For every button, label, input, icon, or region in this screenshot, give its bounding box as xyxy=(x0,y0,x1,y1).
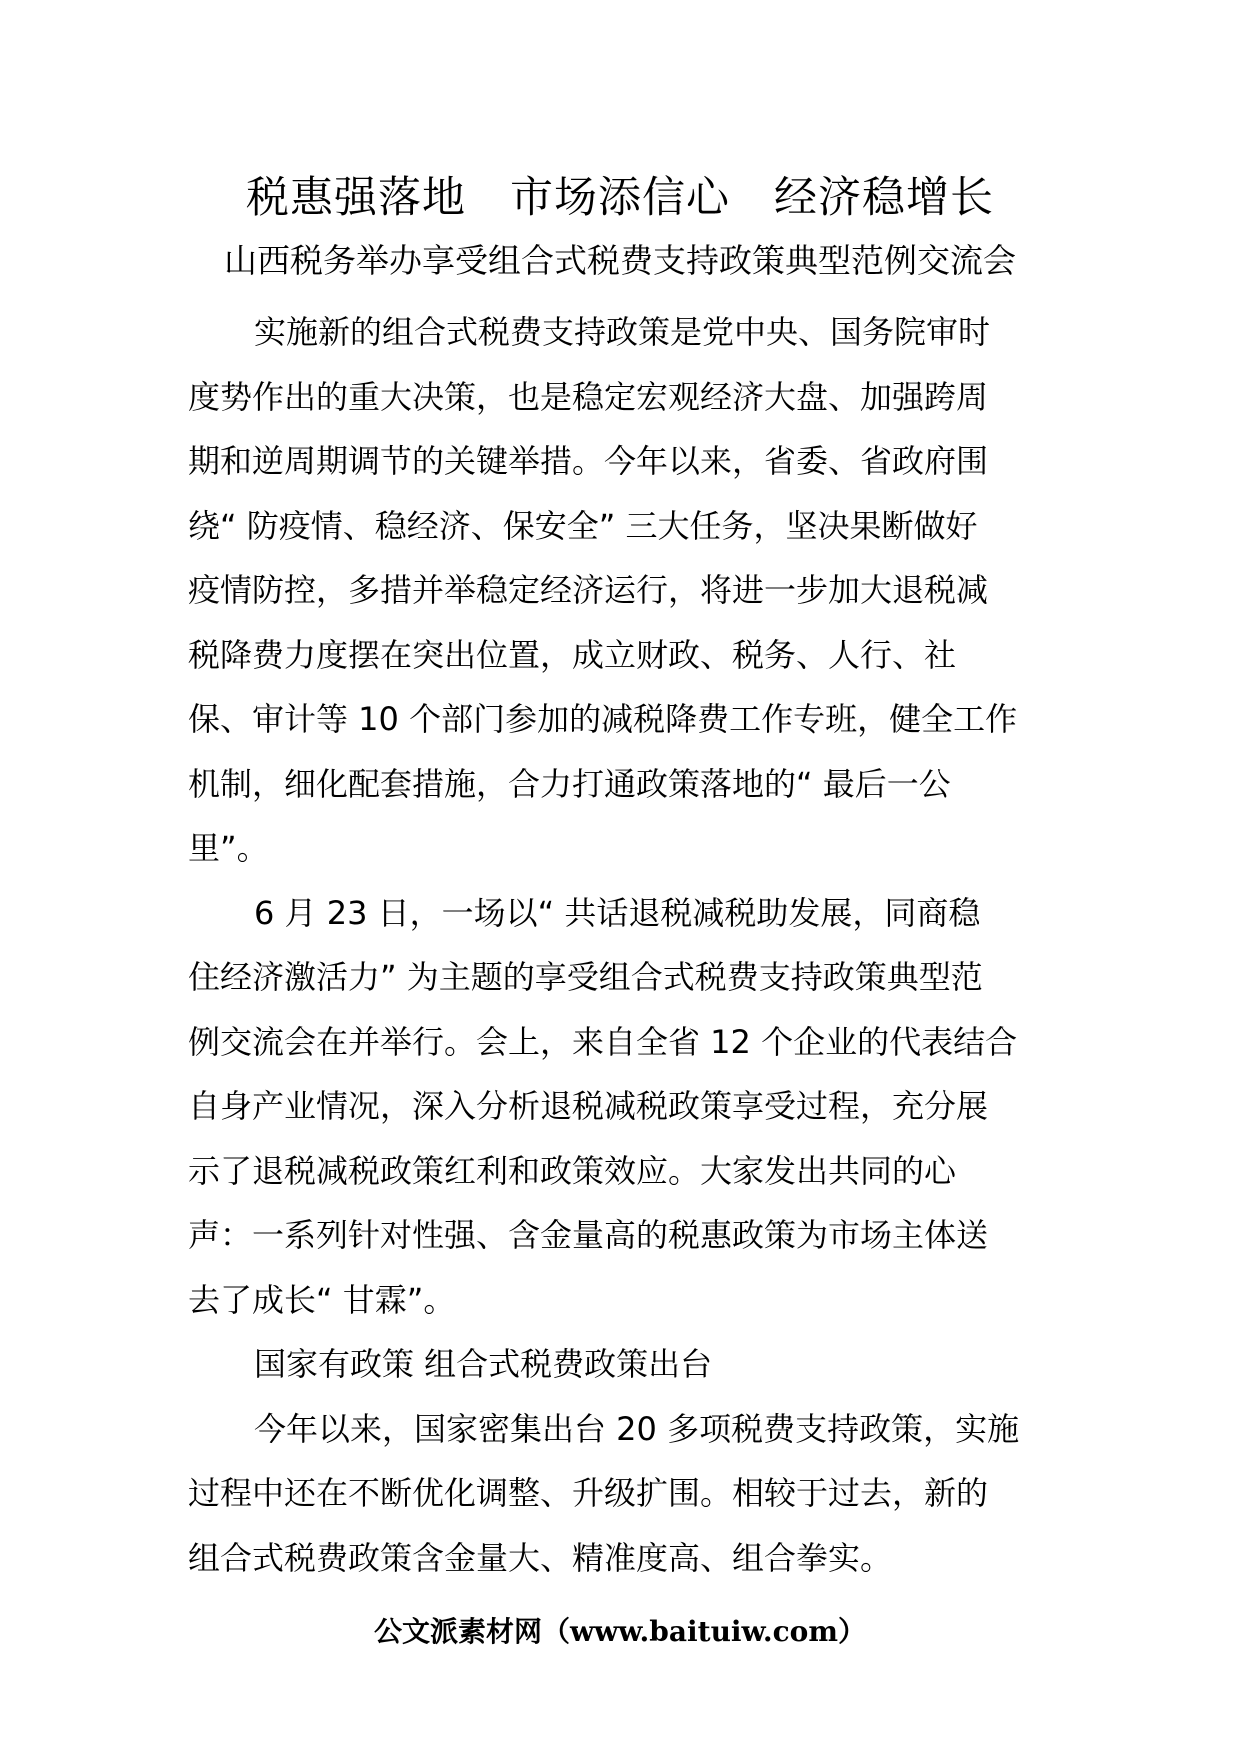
paragraph-line: 度势作出的重大决策，也是稳定宏观经济大盘、加强跨周 xyxy=(188,377,989,416)
paragraph-2 xyxy=(188,881,1052,1333)
document-title: 税惠强落地 市场添信心 经济稳增长 xyxy=(246,173,994,223)
document-subtitle: 山西税务举办享受组合式税费支持政策典型范例交流会 xyxy=(224,241,1016,280)
paragraph-line: 过程中还在不断优化调整、升级扩围。相较于过去，新的 xyxy=(188,1474,989,1512)
paragraph-line: 自身产业情况，深入分析退税减税政策享受过程，充分展 xyxy=(188,1087,989,1125)
paragraph-line: 6 月 23 日，一场以“ 共话退税减税助发展，同商稳 xyxy=(254,893,981,932)
paragraph-1 xyxy=(188,300,1052,881)
section-heading xyxy=(188,1332,1052,1397)
paragraph-line: 今年以来，国家密集出台 20 多项税费支持政策，实施 xyxy=(254,1409,1020,1448)
paragraph-line: 机制，细化配套措施，合力打通政策落地的“ 最后一公 xyxy=(188,764,951,803)
footer-watermark: 公文派素材网（www.baituiw.com） xyxy=(374,1615,866,1648)
paragraph-line: 实施新的组合式税费支持政策是党中央、国务院审时 xyxy=(254,313,991,351)
paragraph-line: 去了成长“ 甘霖”。 xyxy=(188,1280,456,1319)
paragraph-line: 示了退税减税政策红利和政策效应。大家发出共同的心 xyxy=(188,1151,957,1190)
paragraph-line: 声：一系列针对性强、含金量高的税惠政策为市场主体送 xyxy=(188,1216,989,1254)
paragraph-line: 绕“ 防疫情、稳经济、保安全” 三大任务，坚决果断做好 xyxy=(188,506,978,545)
section-heading-text: 国家有政策 组合式税费政策出台 xyxy=(254,1345,713,1383)
document-body xyxy=(188,300,1052,1590)
paragraph-line: 组合式税费政策含金量大、精准度高、组合拳实。 xyxy=(188,1538,893,1577)
paragraph-line: 住经济激活力” 为主题的享受组合式税费支持政策典型范 xyxy=(188,958,983,996)
paragraph-line: 里”。 xyxy=(188,829,269,867)
paragraph-3 xyxy=(188,1397,1052,1591)
paragraph-line: 税降费力度摆在突出位置，成立财政、税务、人行、社 xyxy=(188,635,957,674)
paragraph-line: 期和逆周期调节的关键举措。今年以来，省委、省政府围 xyxy=(188,442,989,480)
paragraph-line: 疫情防控，多措并举稳定经济运行，将进一步加大退税减 xyxy=(188,571,989,609)
paragraph-line: 例交流会在并举行。会上，来自全省 12 个企业的代表结合 xyxy=(188,1022,1018,1061)
paragraph-line: 保、审计等 10 个部门参加的减税降费工作专班，健全工作 xyxy=(188,700,1018,738)
